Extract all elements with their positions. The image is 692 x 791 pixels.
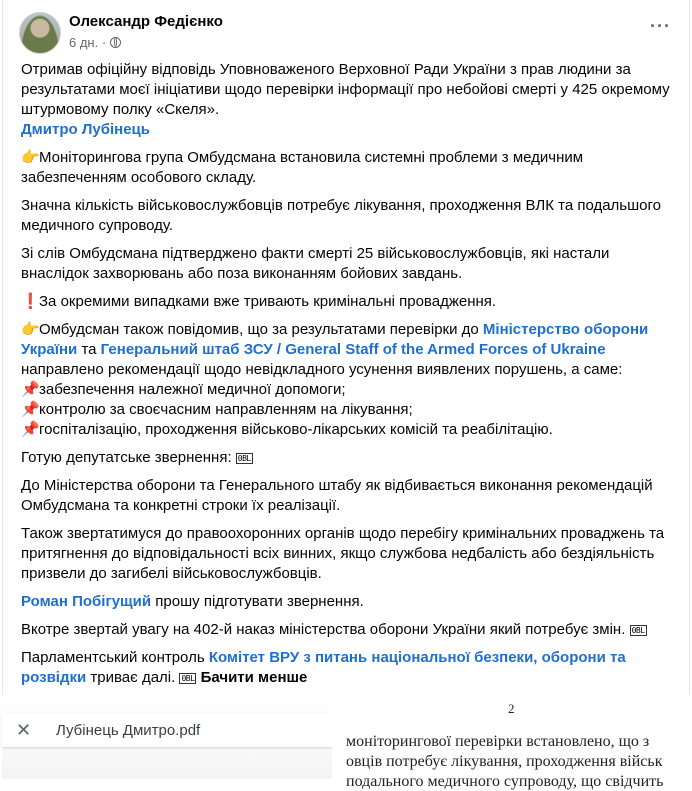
- attachment-preview[interactable]: [2, 695, 688, 790]
- mention-link[interactable]: Міністерство оборони України: [21, 321, 649, 358]
- mention-link[interactable]: Роман Побігущий: [21, 593, 152, 610]
- mention-link[interactable]: Генеральний штаб ЗСУ / General Staff of the Armed Forces of Ukraine: [100, 341, 606, 358]
- author-name[interactable]: Олександр Федієнко: [69, 13, 223, 30]
- pointing-hand-icon: 👉: [21, 149, 40, 166]
- post-body: [21, 60, 675, 696]
- post-meta: [69, 35, 121, 50]
- paragraph-text: Моніторингова група Омбудсмана встановила системні проблеми з медичним забезпеченням особового складу.: [21, 149, 584, 186]
- unsupported-glyph: 0BL: [237, 453, 251, 463]
- unsupported-glyph: 0BL: [631, 625, 645, 635]
- paragraph-text: прошу підготувати звернення.: [151, 593, 364, 610]
- pdf-text-line: овців потребує лікування, проходження військ: [346, 753, 663, 770]
- bullet-text: контролю за своєчасним направленням на лікування;: [39, 401, 413, 418]
- paragraph-text: Отримав офіційну відповідь Уповноваженого Верховної Ради України з прав людини за результатами моєї ініціативи щодо перевірки інформації про небойові смерті у 425 окремому штурмовому полку «Скеля».: [21, 61, 670, 118]
- paragraph: [21, 592, 675, 612]
- close-icon[interactable]: ✕: [16, 719, 32, 740]
- avatar[interactable]: [19, 12, 61, 54]
- paragraph: [21, 148, 675, 188]
- pin-icon: 📌: [21, 421, 40, 438]
- paragraph-text: Омбудсман також повідомив, що за результатами перевірки до: [39, 321, 483, 338]
- mention-link[interactable]: Дмитро Лубінець: [21, 121, 150, 138]
- paragraph-text: направлено рекомендації щодо невідкладного усунення виявлених порушень, а саме:: [21, 361, 623, 378]
- paragraph-text: За окремими випадками вже тривають кримінальні провадження.: [39, 293, 497, 310]
- pdf-page: [332, 695, 692, 790]
- paragraph: [21, 648, 675, 688]
- paragraph: [21, 292, 675, 312]
- pdf-text-line: подального медичного супроводу, що свідчить: [346, 773, 664, 790]
- unsupported-glyph: 0BL: [181, 673, 195, 683]
- pin-icon: 📌: [21, 381, 40, 398]
- pdf-filename[interactable]: Лубінець Дмитро.pdf: [56, 721, 201, 739]
- pdf-text-line: моніторингової перевірки встановлено, що з: [346, 733, 650, 750]
- paragraph-text: та: [77, 341, 101, 358]
- page-number: 2: [508, 701, 515, 716]
- globe-icon: [110, 37, 121, 48]
- post-time[interactable]: 6 дн. ·: [69, 35, 107, 50]
- bullet-text: госпіталізацію, проходження військово-лікарських комісій та реабілітацію.: [39, 421, 553, 438]
- paragraph-text: Готую депутатське звернення:: [21, 449, 236, 466]
- paragraph: Зі слів Омбудсмана підтверджено факти смерті 25 військовослужбовців, які настали внаслідок захворювань або поза виконанням бойових завдань.: [21, 245, 610, 282]
- paragraph-text: Вкотре звертай увагу на 402-й наказ міністерства оборони України який потребує змін.: [21, 621, 630, 638]
- pdf-file-bar[interactable]: [2, 713, 342, 747]
- see-less-button[interactable]: Бачити менше: [200, 669, 308, 686]
- post-header: [19, 10, 679, 58]
- paragraph: До Міністерства оборони та Генерального штабу як відбивається виконання рекомендацій Омбудсмана та конкретні строки їх реалізації.: [21, 477, 653, 514]
- paragraph: [21, 320, 675, 440]
- exclamation-icon: ❗: [21, 293, 40, 310]
- bullet-text: забезпечення належної медичної допомоги;: [39, 381, 346, 398]
- post-card: [2, 0, 690, 779]
- paragraph: [21, 60, 675, 140]
- pin-icon: 📌: [21, 401, 40, 418]
- paragraph: [21, 448, 675, 468]
- mention-link[interactable]: Комітет ВРУ з питань національної безпеки, оборони та розвідки: [21, 649, 626, 686]
- paragraph-text: триває далі.: [86, 669, 180, 686]
- pointing-hand-icon: 👉: [21, 321, 40, 338]
- paragraph: Значна кількість військовослужбовців потребує лікування, проходження ВЛК та подальшого медичного супроводу.: [21, 197, 661, 234]
- paragraph-text: Парламентський контроль: [21, 649, 209, 666]
- paragraph: Також звертатимуся до правоохоронних органів щодо перебігу кримінальних проваджень та притягнення до відповідальності всіх винних, якщо службова недбалість або бездіяльність призвели до загибелі військовослужбовців.: [21, 525, 665, 582]
- more-options-button[interactable]: ···: [650, 16, 671, 36]
- paragraph: [21, 620, 675, 640]
